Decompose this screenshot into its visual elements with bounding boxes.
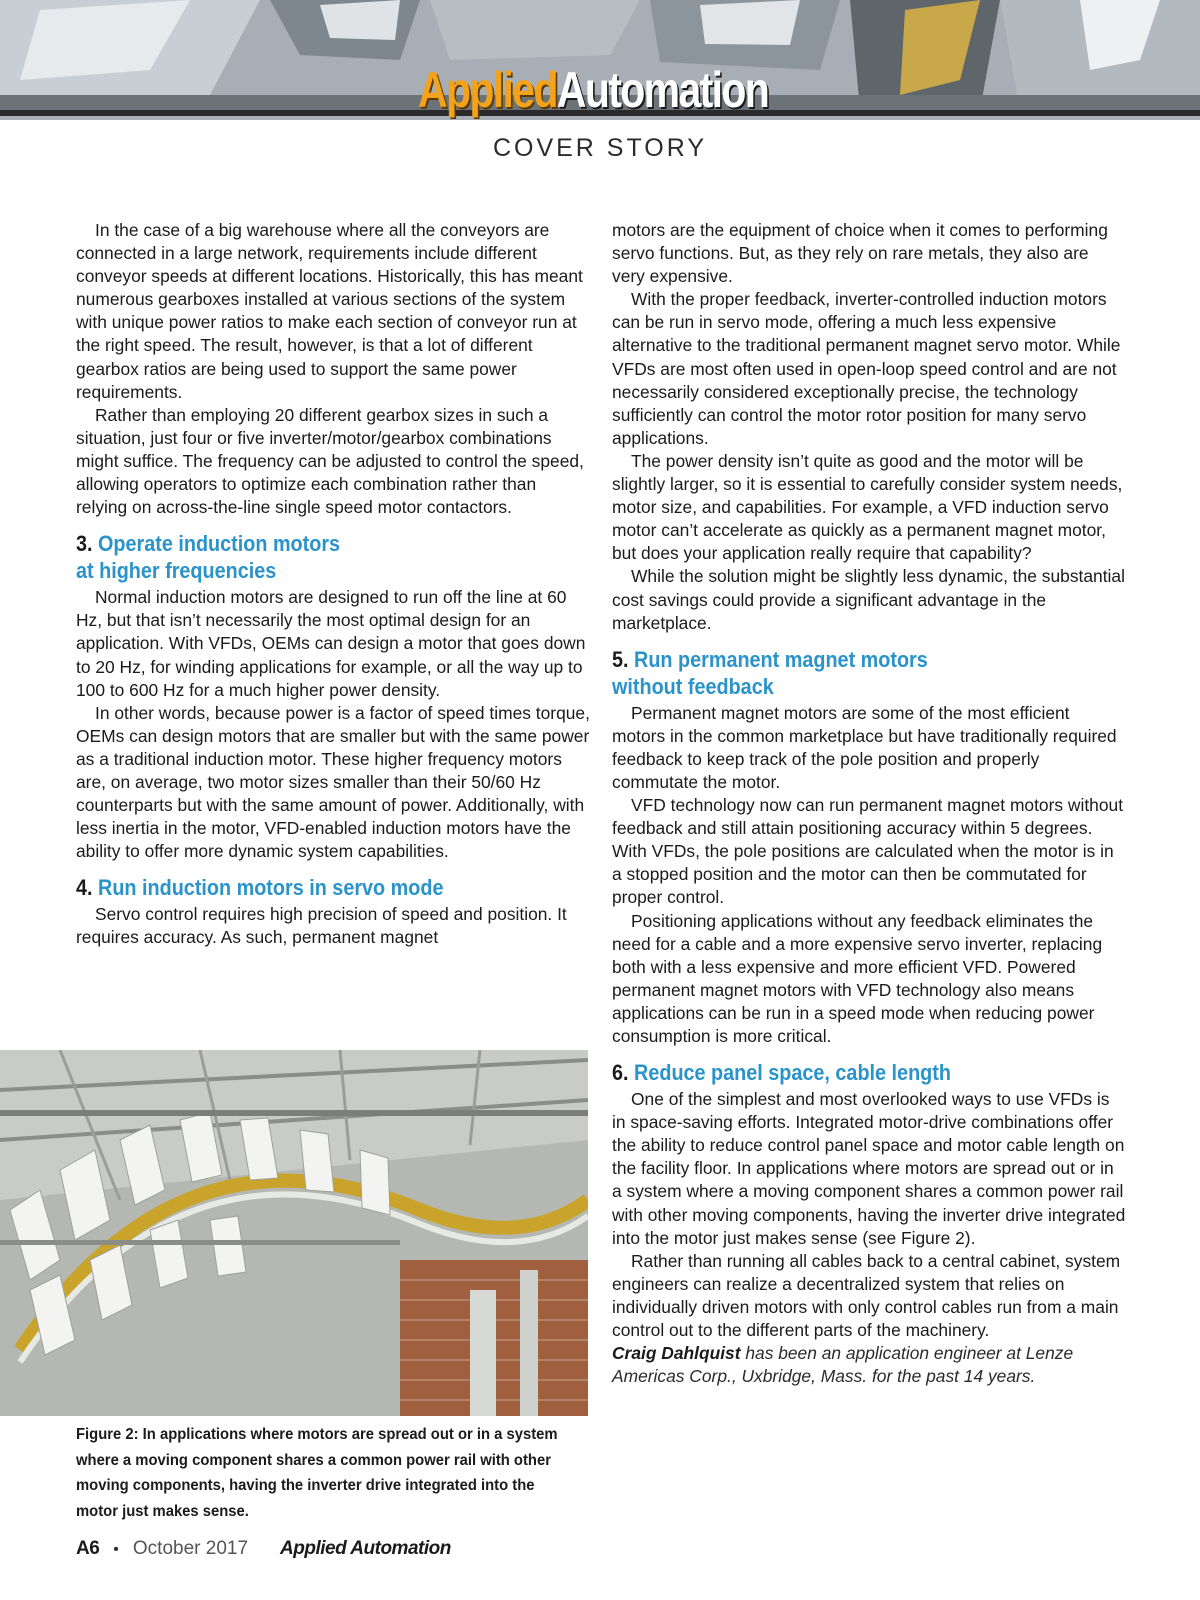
author-name: Craig Dahlquist	[612, 1343, 741, 1364]
section-title: Run induction motors in servo mode	[98, 875, 444, 901]
magazine-logo	[418, 60, 768, 120]
paragraph: Rather than employing 20 different gearbox sizes in such a situation, just four or five inverter/motor/gearbox combinations might suffice. The frequency can be adjusted to control the speed, allowing operators to optimize each combination rather than relying on across-the-line single speed motor contactors.	[76, 404, 584, 518]
paragraph: With the proper feedback, inverter-controlled induction motors can be run in servo mode, offering a much less expensive alternative to the traditional permanent magnet servo motor. While VFDs are most often used in open-loop speed control and are not necessarily considered exceptionally precise, the technology sufficiently can control the motor rotor position for many servo applications.	[612, 289, 1121, 448]
section-label	[0, 134, 1200, 163]
paragraph: In the case of a big warehouse where all the conveyors are connected in a large network, requirements include different conveyor speeds at different locations. Historically, this has meant numerous gearboxes installed at various sections of the system with unique power ratios to make each section of conveyor run at the right speed. The result, however, is that a lot of different gearbox ratios are being used to support the same power requirements.	[76, 220, 583, 402]
conveyor-photo-illustration	[0, 1050, 588, 1416]
paragraph: The power density isn’t quite as good and the motor will be slightly larger, so it is essential to carefully consider system needs, motor size, and capabilities. For example, a VFD induction servo motor can’t accelerate as quickly as a permanent magnet motor, but does your application really require that capability?	[612, 450, 1123, 564]
section-number: 5.	[612, 646, 629, 672]
paragraph: Normal induction motors are designed to run off the line at 60 Hz, but that isn’t necessarily the most optimal design for an application. With VFDs, OEMs can design a motor that goes down to 20 Hz, for winding applications for example, or all the way up to 100 to 600 Hz for a much higher power density.	[76, 587, 586, 700]
section-4-heading	[76, 874, 539, 901]
magazine-name: Applied Automation	[280, 1538, 451, 1559]
section-number: 6.	[612, 1060, 629, 1086]
footer-separator: •	[113, 1541, 119, 1558]
page-number: A6	[76, 1538, 100, 1559]
section-title: without feedback	[612, 673, 774, 699]
section-5-heading	[612, 646, 1075, 700]
paragraph: motors are the equipment of choice when it comes to performing servo functions. But, as they rely on rare metals, they also are very expensive.	[612, 220, 1108, 287]
section-title: Operate induction motors	[98, 531, 341, 557]
section-title: Run permanent magnet motors	[634, 646, 928, 672]
section-label-text: COVER STORY	[492, 134, 708, 162]
paragraph: Rather than running all cables back to a central cabinet, system engineers can realize a decentralized system that relies on individually driven motors with only control cables run from a main control out to the different parts of the machinery.	[612, 1250, 1121, 1341]
section-title: Reduce panel space, cable length	[634, 1060, 951, 1086]
paragraph: Positioning applications without any feedback eliminates the need for a cable and a more expensive servo inverter, replacing both with a less expensive and more efficient VFD. Powered permanent magnet motors with VFD technology also means applications can be run in a speed mode when reducing power consumption is more critical.	[612, 910, 1103, 1046]
figure-caption: Figure 2: In applications where motors are spread out or in a system where a moving component shares a common power rail with other moving components, having the inverter drive integrated into the motor just makes sense.	[76, 1426, 558, 1520]
issue-date: October 2017	[132, 1538, 249, 1559]
logo-automation: Automation	[556, 62, 769, 118]
paragraph: Permanent magnet motors are some of the most efficient motors in the common marketplace but have traditionally required feedback to keep track of the pole position and properly commutate the motor.	[612, 702, 1117, 792]
paragraph: Servo control requires high precision of speed and position. It requires accuracy. As such, permanent magnet	[76, 904, 567, 948]
figure-2-photo	[0, 1050, 588, 1416]
author-bio	[612, 1342, 1126, 1388]
left-column	[76, 219, 590, 950]
masthead-banner	[0, 0, 1200, 120]
section-3-heading	[76, 530, 539, 584]
author-bio-text: has been an application engineer at Lenze Americas Corp., Uxbridge, Mass. for the past 14 years.	[612, 1343, 1074, 1387]
paragraph: In other words, because power is a factor of speed times torque, OEMs can design motors that are smaller but with the same power as a traditional induction motor. These higher frequency motors are, on average, two motor sizes smaller than their 50/60 Hz counterparts but with the same amount of power. Additionally, with less inertia in the motor, VFD-enabled induction motors have the ability to offer more dynamic system capabilities.	[76, 702, 590, 862]
page-footer	[76, 1535, 451, 1563]
section-6-heading	[612, 1059, 1075, 1086]
logo-applied: Applied	[418, 62, 557, 118]
right-column	[612, 219, 1126, 1388]
section-number: 4.	[76, 875, 93, 901]
paragraph: While the solution might be slightly less dynamic, the substantial cost savings could provide a significant advantage in the marketplace.	[612, 566, 1125, 633]
paragraph: One of the simplest and most overlooked ways to use VFDs is in space-saving efforts. Integrated motor-drive combinations offer the ability to reduce control panel space and motor cable length on the facility floor. In applications where motors are spread out or in a system where a moving component shares a common power rail with other moving components, having the inverter drive integrated into the motor just makes sense (see Figure 2).	[612, 1089, 1126, 1248]
section-number: 3.	[76, 531, 93, 557]
paragraph: VFD technology now can run permanent magnet motors without feedback and still attain positioning accuracy within 5 degrees. With VFDs, the pole positions are calculated when the motor is in a stopped position and the motor can then be commutated for proper control.	[612, 795, 1124, 908]
section-title: at higher frequencies	[76, 558, 277, 584]
